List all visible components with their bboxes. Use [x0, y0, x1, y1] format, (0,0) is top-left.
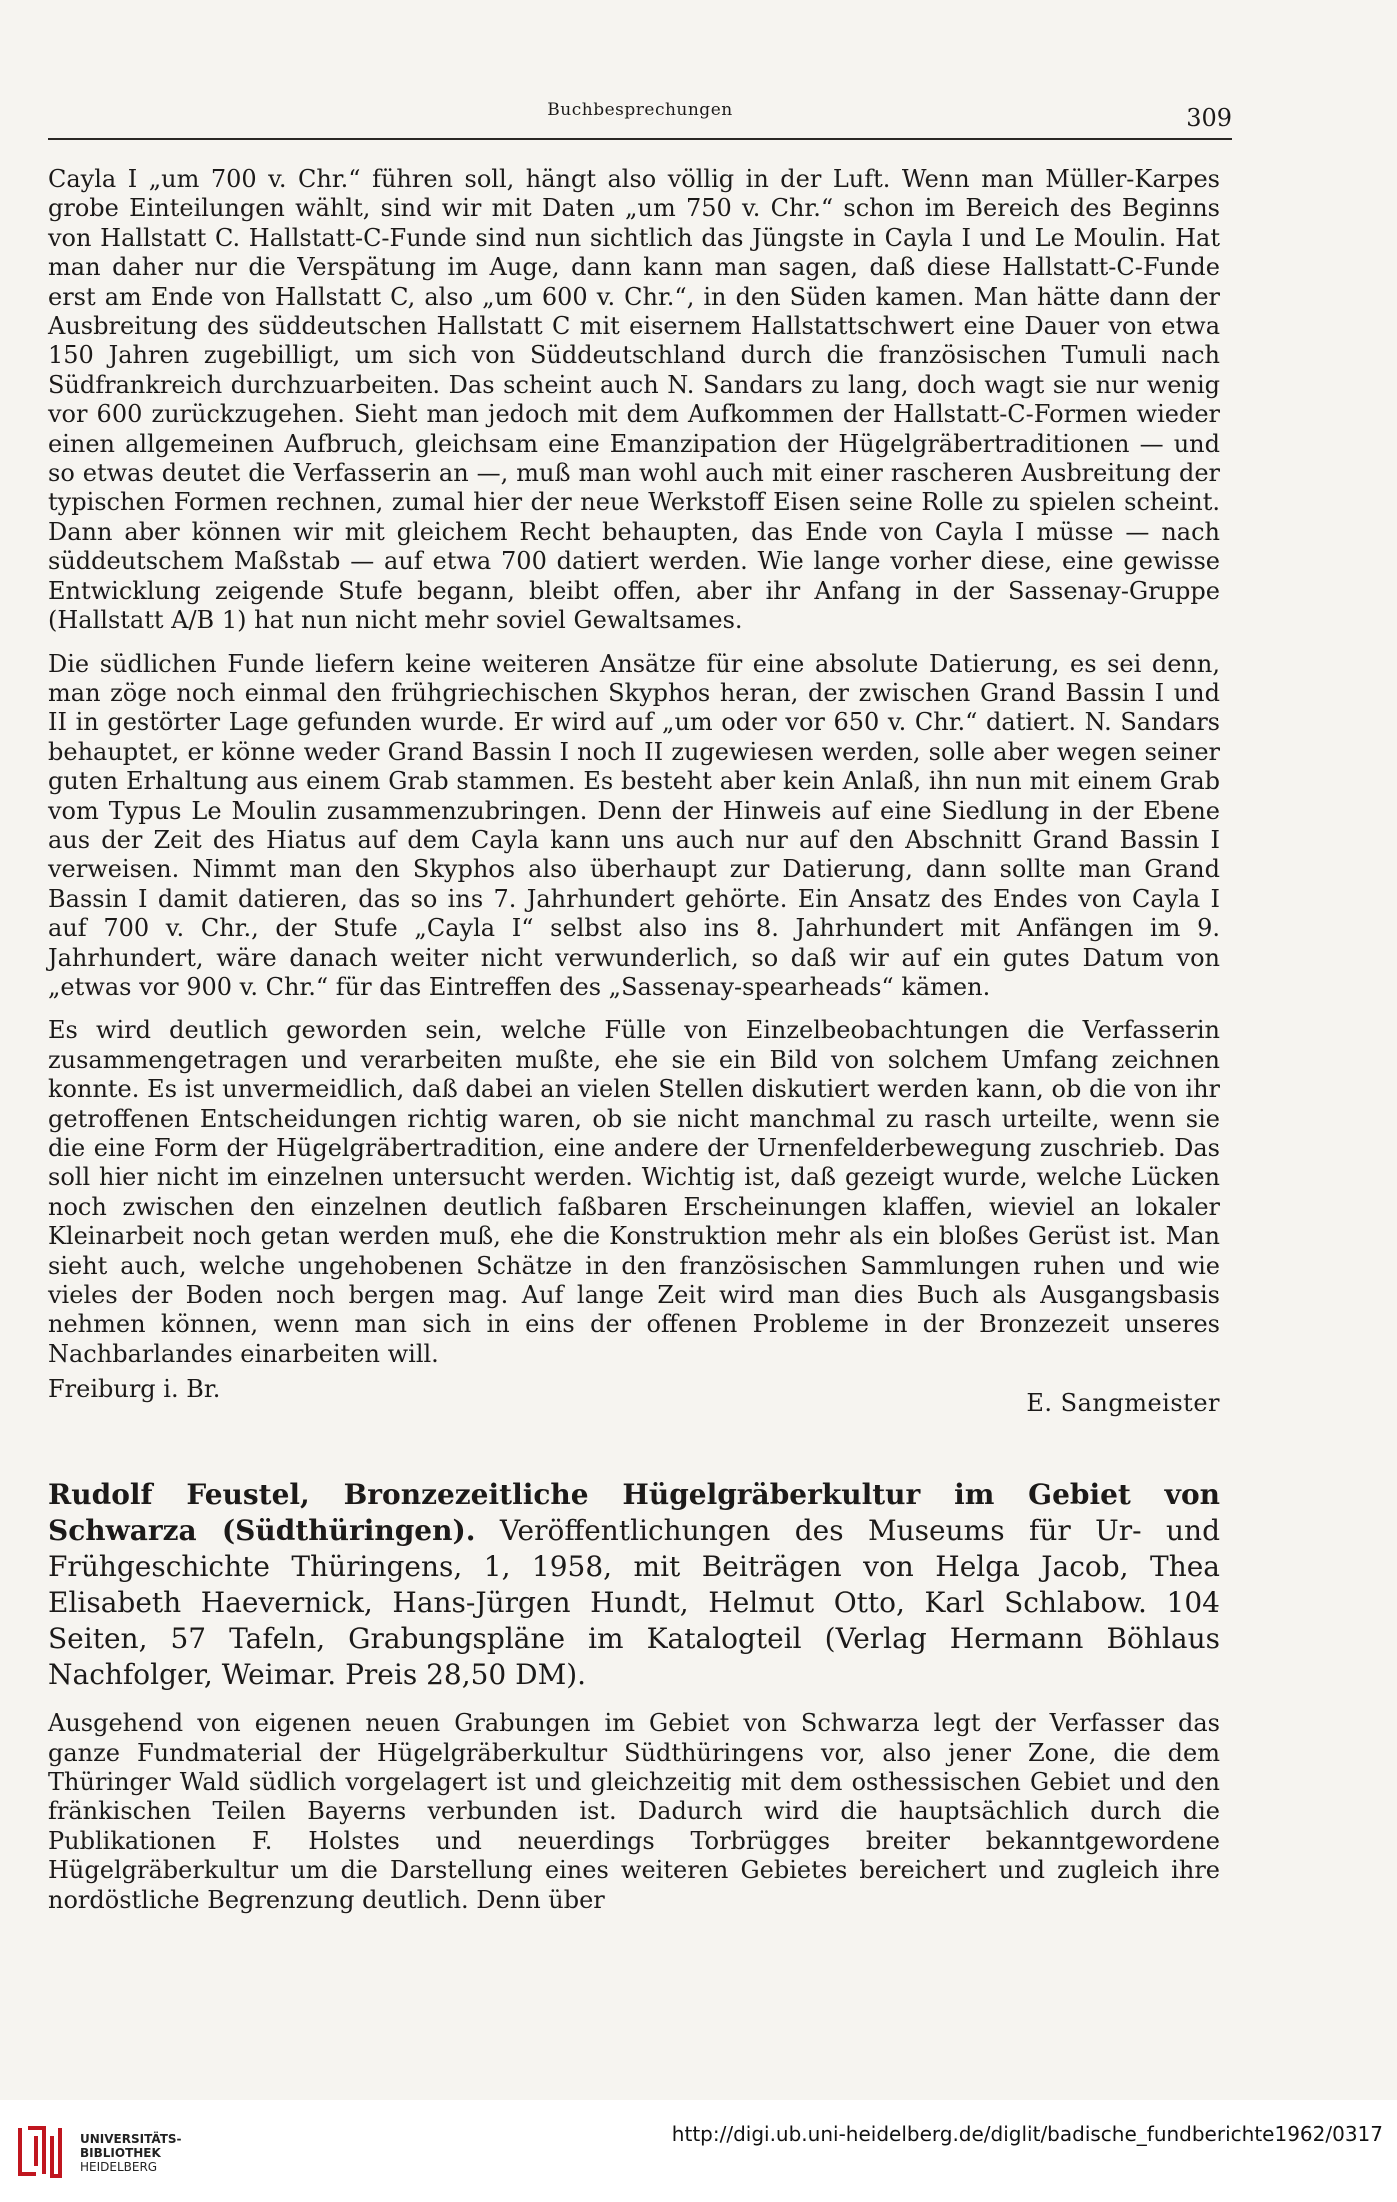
page-header	[48, 96, 1232, 140]
library-line-2: BIBLIOTHEK	[80, 2146, 161, 2160]
article-paragraph-1: Cayla I „um 700 v. Chr.“ führen soll, hängt also völlig in der Luft. Wenn man Müller-Karpes grobe Einteilungen wählt, sind wir mit Daten „um 750 v. Chr.“ schon im Bereich des Beginns von Hallstatt C. Hallstatt-C-Funde sind nun sichtlich das Jüngste in Cayla I und Le Moulin. Hat man daher nur die Verspätung im Auge, dann kann man sagen, daß diese Hallstatt-C-Funde erst am Ende von Hallstatt C, also „um 600 v. Chr.“, in den Süden kamen. Man hätte dann der Ausbreitung des süddeutschen Hallstatt C mit eisernem Hallstattschwert eine Dauer von etwa 150 Jahren zugebilligt, um sich von Süddeutschland durch die französischen Tumuli nach Südfrankreich durchzuarbeiten. Das scheint auch N. Sandars zu lang, doch wagt sie nur wenig vor 600 zurückzugehen. Sieht man jedoch mit dem Aufkommen der Hallstatt-C-Formen wieder einen allgemeinen Aufbruch, gleichsam eine Emanzipation der Hügelgräbertraditionen — und so etwas deutet die Verfasserin an —, muß man wohl auch mit einer rascheren Ausbreitung der typischen Formen rechnen, zumal hier der neue Werkstoff Eisen seine Rolle zu spielen scheint. Dann aber können wir mit gleichem Recht behaupten, das Ende von Cayla I müsse — nach süddeutschem Maßstab — auf etwa 700 datiert werden. Wie lange vorher diese, eine gewisse Entwicklung zeigende Stufe begann, bleibt offen, aber ihr Anfang in der Sassenay-Gruppe (Hallstatt A/B 1) hat nun nicht mehr soviel Gewaltsames.	[48, 165, 1220, 635]
signature-author: E. Sangmeister	[1026, 1389, 1220, 1418]
source-url-link[interactable]: http://digi.ub.uni-heidelberg.de/diglit/badische_fundberichte1962/0317	[671, 2122, 1383, 2146]
signature-place: Freiburg i. Br.	[48, 1375, 221, 1404]
article-paragraph-3: Es wird deutlich geworden sein, welche Fülle von Einzelbeobachtungen die Verfasserin zusammengetragen und verarbeiten mußte, ehe sie ein Bild von solchem Umfang zeichnen konnte. Es ist unvermeidlich, daß dabei an vielen Stellen diskutiert werden kann, ob die von ihr getroffenen Entscheidungen richtig waren, ob sie nicht manchmal zu rasch urteilte, wenn sie die eine Form der Hügelgräbertradition, eine andere der Urnenfelderbewegung zuschrieb. Das soll hier nicht im einzelnen untersucht werden. Wichtig ist, daß gezeigt wurde, welche Lücken noch zwischen den einzelnen deutlich faßbaren Erscheinungen klaffen, wieviel an lokaler Kleinarbeit noch getan werden muß, ehe die Konstruktion mehr als ein bloßes Gerüst ist. Man sieht auch, welche ungehobenen Schätze in den französischen Sammlungen ruhen und wie vieles der Boden noch bergen mag. Auf lange Zeit wird man dies Buch als Ausgangsbasis nehmen können, wenn man sich in eins der offenen Probleme in der Bronzezeit unseres Nachbarlandes einarbeiten will.	[48, 1016, 1220, 1368]
review-title-rest: Veröffentlichungen des Museums für Ur- und Frühgeschichte Thüringens, 1, 1958, mit Beiträgen von Helga Jacob, Thea Elisabeth Haevernick, Hans-Jürgen Hundt, Helmut Otto, Karl Schlabow. 104 Seiten, 57 Tafeln, Grabungspläne im Katalogteil (Verlag Hermann Böhlaus Nachfolger, Weimar. Preis 28,50 DM).	[48, 1514, 1220, 1692]
review-paragraph: Ausgehend von eigenen neuen Grabungen im Gebiet von Schwarza legt der Verfasser das ganze Fundmaterial der Hügelgräberkultur Südthüringens vor, also jener Zone, die dem Thüringer Wald südlich vorgelagert ist und gleichzeitig mit dem osthessischen Gebiet und den fränkischen Teilen Bayerns verbunden ist. Dadurch wird die hauptsächlich durch die Publikationen F. Holstes und neuerdings Torbrügges breiter bekanntgewordene Hügelgräberkultur um die Darstellung eines weiteren Gebietes bereichert und zugleich ihre nordöstliche Begrenzung deutlich. Denn über	[48, 1709, 1220, 1914]
library-line-1: UNIVERSITÄTS-	[80, 2132, 182, 2146]
library-line-3: HEIDELBERG	[80, 2160, 158, 2174]
review-title-bold: Rudolf Feustel, Bronzezeitliche Hügelgräberkultur im Gebiet von Schwarza (Südthüringen).	[48, 1478, 1220, 1548]
running-title: Buchbesprechungen	[547, 100, 733, 120]
footer-bar	[0, 2100, 1397, 2202]
library-name	[80, 2132, 182, 2174]
page-number: 309	[1186, 104, 1232, 132]
article-paragraph-2: Die südlichen Funde liefern keine weiteren Ansätze für eine absolute Datierung, es sei denn, man zöge noch einmal den frühgriechischen Skyphos heran, der zwischen Grand Bassin I und II in gestörter Lage gefunden wurde. Er wird auf „um oder vor 650 v. Chr.“ datiert. N. Sandars behauptet, er könne weder Grand Bassin I noch II zugewiesen werden, solle aber wegen seiner guten Erhaltung aus einem Grab stammen. Es besteht aber kein Anlaß, ihn nun mit einem Grab vom Typus Le Moulin zusammenzubringen. Denn der Hinweis auf eine Siedlung in der Ebene aus der Zeit des Hiatus auf dem Cayla kann uns auch nur auf den Abschnitt Grand Bassin I verweisen. Nimmt man den Skyphos also überhaupt zur Datierung, dann sollte man Grand Bassin I damit datieren, das so ins 7. Jahrhundert gehörte. Ein Ansatz des Endes von Cayla I auf 700 v. Chr., der Stufe „Cayla I“ selbst also ins 8. Jahrhundert mit Anfängen im 9. Jahrhundert, wäre danach weiter nicht verwunderlich, so daß wir auf ein gutes Datum von „etwas vor 900 v. Chr.“ für das Eintreffen des „Sassenay-spearheads“ kämen.	[48, 649, 1220, 1001]
library-logo-icon[interactable]	[14, 2124, 66, 2180]
review-heading	[48, 1477, 1220, 1693]
signature-row	[48, 1375, 1220, 1419]
page-body	[48, 165, 1220, 1915]
